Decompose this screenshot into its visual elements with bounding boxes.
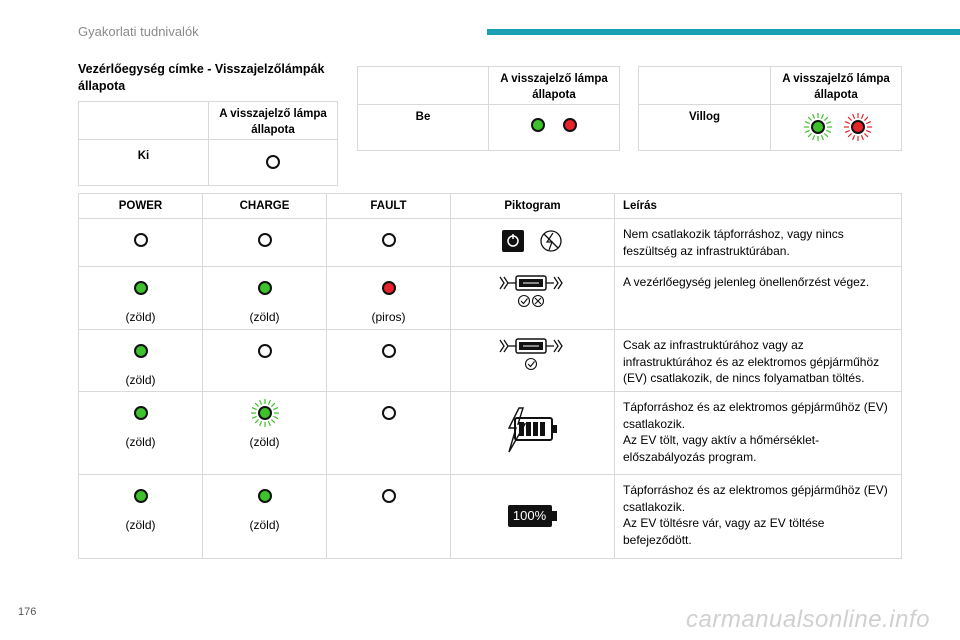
fault-led-cell — [327, 219, 451, 267]
off-label: Ki — [79, 140, 209, 186]
charge-led-cell — [203, 392, 327, 475]
battery-charging-icon — [503, 406, 563, 454]
led-green-blink-icon — [248, 396, 282, 430]
status-table-off — [78, 101, 338, 186]
lamp-status-header: A visszajelző lámpa állapota — [771, 67, 902, 105]
led-off-icon — [382, 489, 396, 503]
led-color-caption: (zöld) — [125, 373, 156, 387]
description-cell: Nem csatlakozik tápforráshoz, vagy nincs feszültség az infrastruktúrában. — [615, 219, 902, 267]
led-off-icon — [382, 406, 396, 420]
description-cell: A vezérlőegység jelenleg önellenőrzést végez. — [615, 267, 902, 330]
table-row — [79, 392, 902, 475]
charge-led-cell — [203, 219, 327, 267]
page-title: Vezérlőegység címke - Visszajelzőlámpák állapota — [78, 62, 325, 93]
led-off-icon — [134, 233, 148, 247]
led-green-icon — [258, 489, 272, 503]
off-led-cell — [209, 140, 338, 186]
power-led-cell — [79, 267, 203, 330]
header-accent-bar — [487, 29, 960, 35]
led-off-icon — [258, 233, 272, 247]
battery-full-icon — [508, 505, 558, 527]
led-green-icon — [134, 489, 148, 503]
battery-percent-label: 100% — [512, 508, 547, 523]
battery-connection-check-fault-icon — [498, 273, 568, 309]
led-green-blink-icon — [804, 113, 832, 141]
power-led-cell — [79, 219, 203, 267]
led-color-caption: (zöld) — [125, 435, 156, 449]
on-label: Be — [358, 105, 489, 151]
power-led-cell — [79, 475, 203, 559]
charge-led-cell — [203, 475, 327, 559]
status-table-on — [357, 66, 620, 151]
led-green-icon — [134, 281, 148, 295]
page-number: 176 — [18, 606, 37, 618]
lamp-status-header: A visszajelző lámpa állapota — [489, 67, 620, 105]
blink-led-cell — [771, 105, 902, 151]
led-green-icon — [258, 281, 272, 295]
fault-led-cell — [327, 475, 451, 559]
led-green-icon — [134, 344, 148, 358]
status-legend-table — [78, 193, 902, 559]
description-cell: Tápforráshoz és az elektromos gépjárműhöz (EV) csatlakozik. Az EV töltésre vár, vagy az EV töltése befejeződött. — [615, 475, 902, 559]
table-header-row — [79, 194, 902, 219]
led-color-caption: (zöld) — [125, 518, 156, 532]
led-color-caption: (zöld) — [249, 310, 280, 324]
charge-led-cell — [203, 330, 327, 392]
fault-led-cell — [327, 392, 451, 475]
section-header: Gyakorlati tudnivalók — [78, 24, 199, 39]
on-led-cell — [489, 105, 620, 151]
led-color-caption: (piros) — [371, 310, 406, 324]
led-color-caption: (zöld) — [249, 518, 280, 532]
description-cell: Csak az infrastruktúrához vagy az infrastruktúrához és az elektromos gépjárműhöz (EV) csatlakozik, de nincs folyamatban töltés. — [615, 330, 902, 392]
column-header-power: POWER — [79, 194, 203, 219]
pictogram-cell — [451, 330, 615, 392]
led-color-caption: (zöld) — [125, 310, 156, 324]
led-off-icon — [382, 233, 396, 247]
status-table-blink — [638, 66, 902, 151]
power-led-cell — [79, 392, 203, 475]
empty-header-cell — [79, 102, 209, 140]
pictogram-cell — [451, 392, 615, 475]
watermark: carmanualsonline.info — [686, 606, 930, 633]
pictogram-cell — [451, 219, 615, 267]
pictogram-cell — [451, 267, 615, 330]
table-row — [79, 219, 902, 267]
empty-header-cell — [358, 67, 489, 105]
led-blink-icons — [786, 110, 886, 144]
led-off-icon — [266, 155, 280, 169]
table-row — [79, 330, 902, 392]
blink-label: Villog — [639, 105, 771, 151]
pictogram-cell — [451, 475, 615, 559]
fault-led-cell — [327, 330, 451, 392]
column-header-description: Leírás — [615, 194, 902, 219]
led-green-icon — [134, 406, 148, 420]
description-cell: Tápforráshoz és az elektromos gépjárműhöz (EV) csatlakozik. Az EV tölt, vagy aktív a hőmérséklet-előszabályozás program. — [615, 392, 902, 475]
column-header-fault: FAULT — [327, 194, 451, 219]
lamp-status-header: A visszajelző lámpa állapota — [209, 102, 338, 140]
column-header-pictogram: Piktogram — [451, 194, 615, 219]
power-off-and-no-lightning-icon — [501, 229, 565, 255]
table-row — [79, 475, 902, 559]
led-color-caption: (zöld) — [249, 435, 280, 449]
battery-connection-check-icon — [498, 336, 568, 372]
led-red-icon — [382, 281, 396, 295]
fault-led-cell — [327, 267, 451, 330]
led-off-icon — [382, 344, 396, 358]
led-red-blink-icon — [844, 113, 872, 141]
led-green-on-icon — [531, 118, 545, 132]
column-header-charge: CHARGE — [203, 194, 327, 219]
power-led-cell — [79, 330, 203, 392]
led-off-icon — [258, 344, 272, 358]
table-row — [79, 267, 902, 330]
charge-led-cell — [203, 267, 327, 330]
led-red-on-icon — [563, 118, 577, 132]
empty-header-cell — [639, 67, 771, 105]
